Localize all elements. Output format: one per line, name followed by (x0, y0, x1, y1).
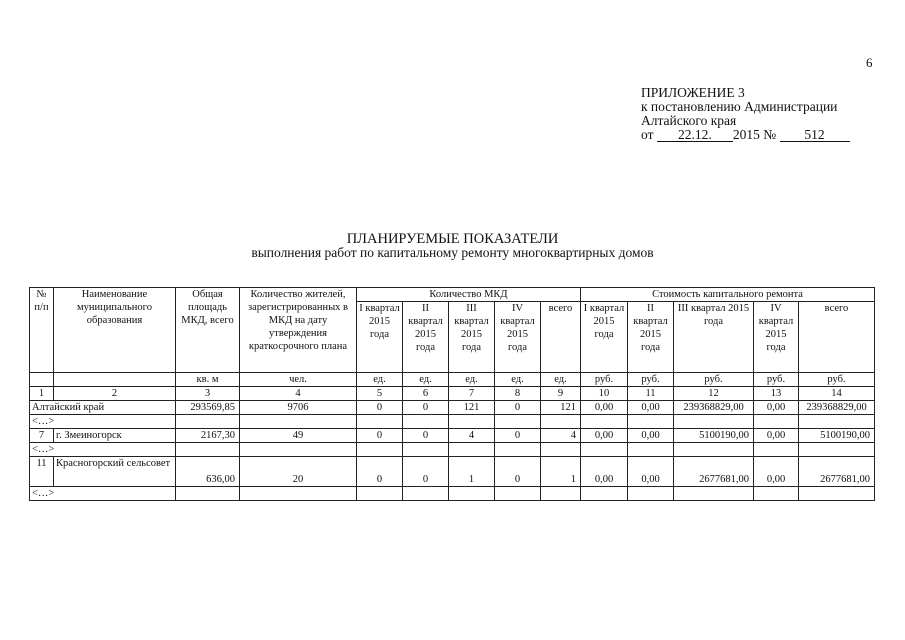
empty-cell (581, 415, 628, 429)
empty-cell (357, 443, 403, 457)
col-number: 2 (54, 387, 176, 401)
document-subtitle: выполнения работ по капитальному ремонту многоквартирных домов (251, 245, 654, 260)
row-q2: 0 (403, 401, 449, 415)
empty-cell (754, 443, 799, 457)
row-ctotal: 239368829,00 (799, 401, 875, 415)
row-total: 1 (541, 457, 581, 487)
row-name: Алтайский край (30, 401, 176, 415)
col-number: 6 (403, 387, 449, 401)
row-total: 4 (541, 429, 581, 443)
appendix-decree-line: к постановлению Администрации (641, 99, 838, 114)
row-q2: 0 (403, 429, 449, 443)
empty-cell (674, 443, 754, 457)
empty-cell (403, 487, 449, 501)
indicators-table (29, 287, 875, 501)
appendix-title: ПРИЛОЖЕНИЕ 3 (641, 85, 745, 100)
row-name: г. Змеиногорск (54, 429, 176, 443)
col-number: 12 (674, 387, 754, 401)
row-c2: 0,00 (628, 457, 674, 487)
empty-cell (674, 415, 754, 429)
empty-cell (176, 415, 240, 429)
row-c3: 5100190,00 (674, 429, 754, 443)
unit-cell: руб. (628, 373, 674, 387)
empty-cell (176, 443, 240, 457)
unit-cell: ед. (449, 373, 495, 387)
row-residents: 20 (240, 457, 357, 487)
unit-cell: чел. (240, 373, 357, 387)
header-mkd-q3: III квартал 2015 года (449, 302, 495, 373)
empty-cell (240, 487, 357, 501)
appendix-region-line: Алтайского края (641, 113, 737, 128)
ellipsis-row (30, 487, 875, 501)
row-q1: 0 (357, 401, 403, 415)
col-number: 8 (495, 387, 541, 401)
col-number: 3 (176, 387, 240, 401)
unit-cell: руб. (581, 373, 628, 387)
header-area: Общая площадь МКД, всего (176, 288, 240, 373)
appendix-block (641, 86, 881, 142)
header-num: № п/п (30, 288, 54, 373)
row-c1: 0,00 (581, 429, 628, 443)
row-area: 636,00 (176, 457, 240, 487)
empty-cell (799, 443, 875, 457)
empty-cell (240, 443, 357, 457)
unit-cell: руб. (674, 373, 754, 387)
unit-cell: руб. (799, 373, 875, 387)
row-residents: 9706 (240, 401, 357, 415)
empty-cell (541, 443, 581, 457)
header-cost-q4: IV квартал 2015 года (754, 302, 799, 373)
appendix-date-line (641, 128, 881, 142)
empty-cell (449, 487, 495, 501)
header-mkd-q2: II квартал 2015 года (403, 302, 449, 373)
empty-cell (541, 415, 581, 429)
col-number: 4 (240, 387, 357, 401)
empty-cell (674, 487, 754, 501)
table-row (30, 457, 875, 487)
header-cost-group: Стоимость капитального ремонта (581, 288, 875, 302)
row-name: Красногорский сельсовет (54, 457, 176, 487)
row-q3: 1 (449, 457, 495, 487)
col-number: 10 (581, 387, 628, 401)
unit-cell: ед. (541, 373, 581, 387)
unit-cell: ед. (495, 373, 541, 387)
col-number: 5 (357, 387, 403, 401)
units-row (30, 373, 875, 387)
empty-cell (357, 487, 403, 501)
header-cost-total: всего (799, 302, 875, 373)
row-c4: 0,00 (754, 401, 799, 415)
col-number: 9 (541, 387, 581, 401)
header-mkd-q1: I квартал 2015 года (357, 302, 403, 373)
empty-cell (628, 487, 674, 501)
ellipsis-row (30, 443, 875, 457)
empty-cell (495, 487, 541, 501)
header-mkd-total: всего (541, 302, 581, 373)
row-ctotal: 2677681,00 (799, 457, 875, 487)
row-c1: 0,00 (581, 401, 628, 415)
units-cell-empty (30, 373, 54, 387)
empty-cell (799, 487, 875, 501)
empty-cell (495, 443, 541, 457)
empty-cell (628, 443, 674, 457)
table-row (30, 401, 875, 415)
unit-cell: кв. м (176, 373, 240, 387)
header-cost-q2: II квартал 2015 года (628, 302, 674, 373)
col-number: 11 (628, 387, 674, 401)
row-c4: 0,00 (754, 457, 799, 487)
row-q3: 121 (449, 401, 495, 415)
empty-cell (240, 415, 357, 429)
empty-cell (799, 415, 875, 429)
table-row (30, 429, 875, 443)
row-q1: 0 (357, 429, 403, 443)
row-ctotal: 5100190,00 (799, 429, 875, 443)
row-num: 11 (30, 457, 54, 487)
unit-cell: ед. (403, 373, 449, 387)
page-number: 6 (866, 55, 873, 70)
empty-cell (176, 487, 240, 501)
units-cell-empty (54, 373, 176, 387)
row-q4: 0 (495, 457, 541, 487)
empty-cell (357, 415, 403, 429)
date-prefix: от (641, 127, 654, 142)
row-num: 7 (30, 429, 54, 443)
document-heading (0, 232, 905, 260)
header-row-groups (30, 288, 875, 302)
decree-number: 512 (780, 129, 850, 142)
row-c2: 0,00 (628, 401, 674, 415)
col-number: 13 (754, 387, 799, 401)
document-title: ПЛАНИРУЕМЫЕ ПОКАЗАТЕЛИ (346, 231, 559, 247)
row-q3: 4 (449, 429, 495, 443)
row-q2: 0 (403, 457, 449, 487)
row-area: 293569,85 (176, 401, 240, 415)
empty-cell (449, 415, 495, 429)
header-mkd-q4: IV квартал 2015 года (495, 302, 541, 373)
row-q4: 0 (495, 401, 541, 415)
date-year: 2015 (732, 127, 760, 142)
number-prefix: № (763, 127, 777, 142)
empty-cell (754, 487, 799, 501)
empty-cell (628, 415, 674, 429)
unit-cell: ед. (357, 373, 403, 387)
row-total: 121 (541, 401, 581, 415)
empty-cell (581, 487, 628, 501)
header-cost-q3: III квартал 2015 года (674, 302, 754, 373)
header-residents: Количество жителей, зарегистрированных в МКД на дату утверждения краткосрочного плана (240, 288, 357, 373)
empty-cell (754, 415, 799, 429)
ellipsis-row (30, 415, 875, 429)
empty-cell (541, 487, 581, 501)
col-number: 1 (30, 387, 54, 401)
col-number: 14 (799, 387, 875, 401)
row-area: 2167,30 (176, 429, 240, 443)
row-c2: 0,00 (628, 429, 674, 443)
unit-cell: руб. (754, 373, 799, 387)
column-number-row (30, 387, 875, 401)
empty-cell (581, 443, 628, 457)
col-number: 7 (449, 387, 495, 401)
header-mkd-group: Количество МКД (357, 288, 581, 302)
empty-cell (403, 415, 449, 429)
header-cost-q1: I квартал 2015 года (581, 302, 628, 373)
ellipsis-marker: <…> (30, 415, 176, 429)
row-residents: 49 (240, 429, 357, 443)
row-q4: 0 (495, 429, 541, 443)
ellipsis-marker: <…> (30, 487, 176, 501)
row-c3: 239368829,00 (674, 401, 754, 415)
date-value: 22.12. (657, 129, 733, 142)
empty-cell (449, 443, 495, 457)
empty-cell (495, 415, 541, 429)
row-q1: 0 (357, 457, 403, 487)
empty-cell (403, 443, 449, 457)
row-c3: 2677681,00 (674, 457, 754, 487)
row-c4: 0,00 (754, 429, 799, 443)
row-c1: 0,00 (581, 457, 628, 487)
header-name: Наименование муниципального образования (54, 288, 176, 373)
ellipsis-marker: <…> (30, 443, 176, 457)
